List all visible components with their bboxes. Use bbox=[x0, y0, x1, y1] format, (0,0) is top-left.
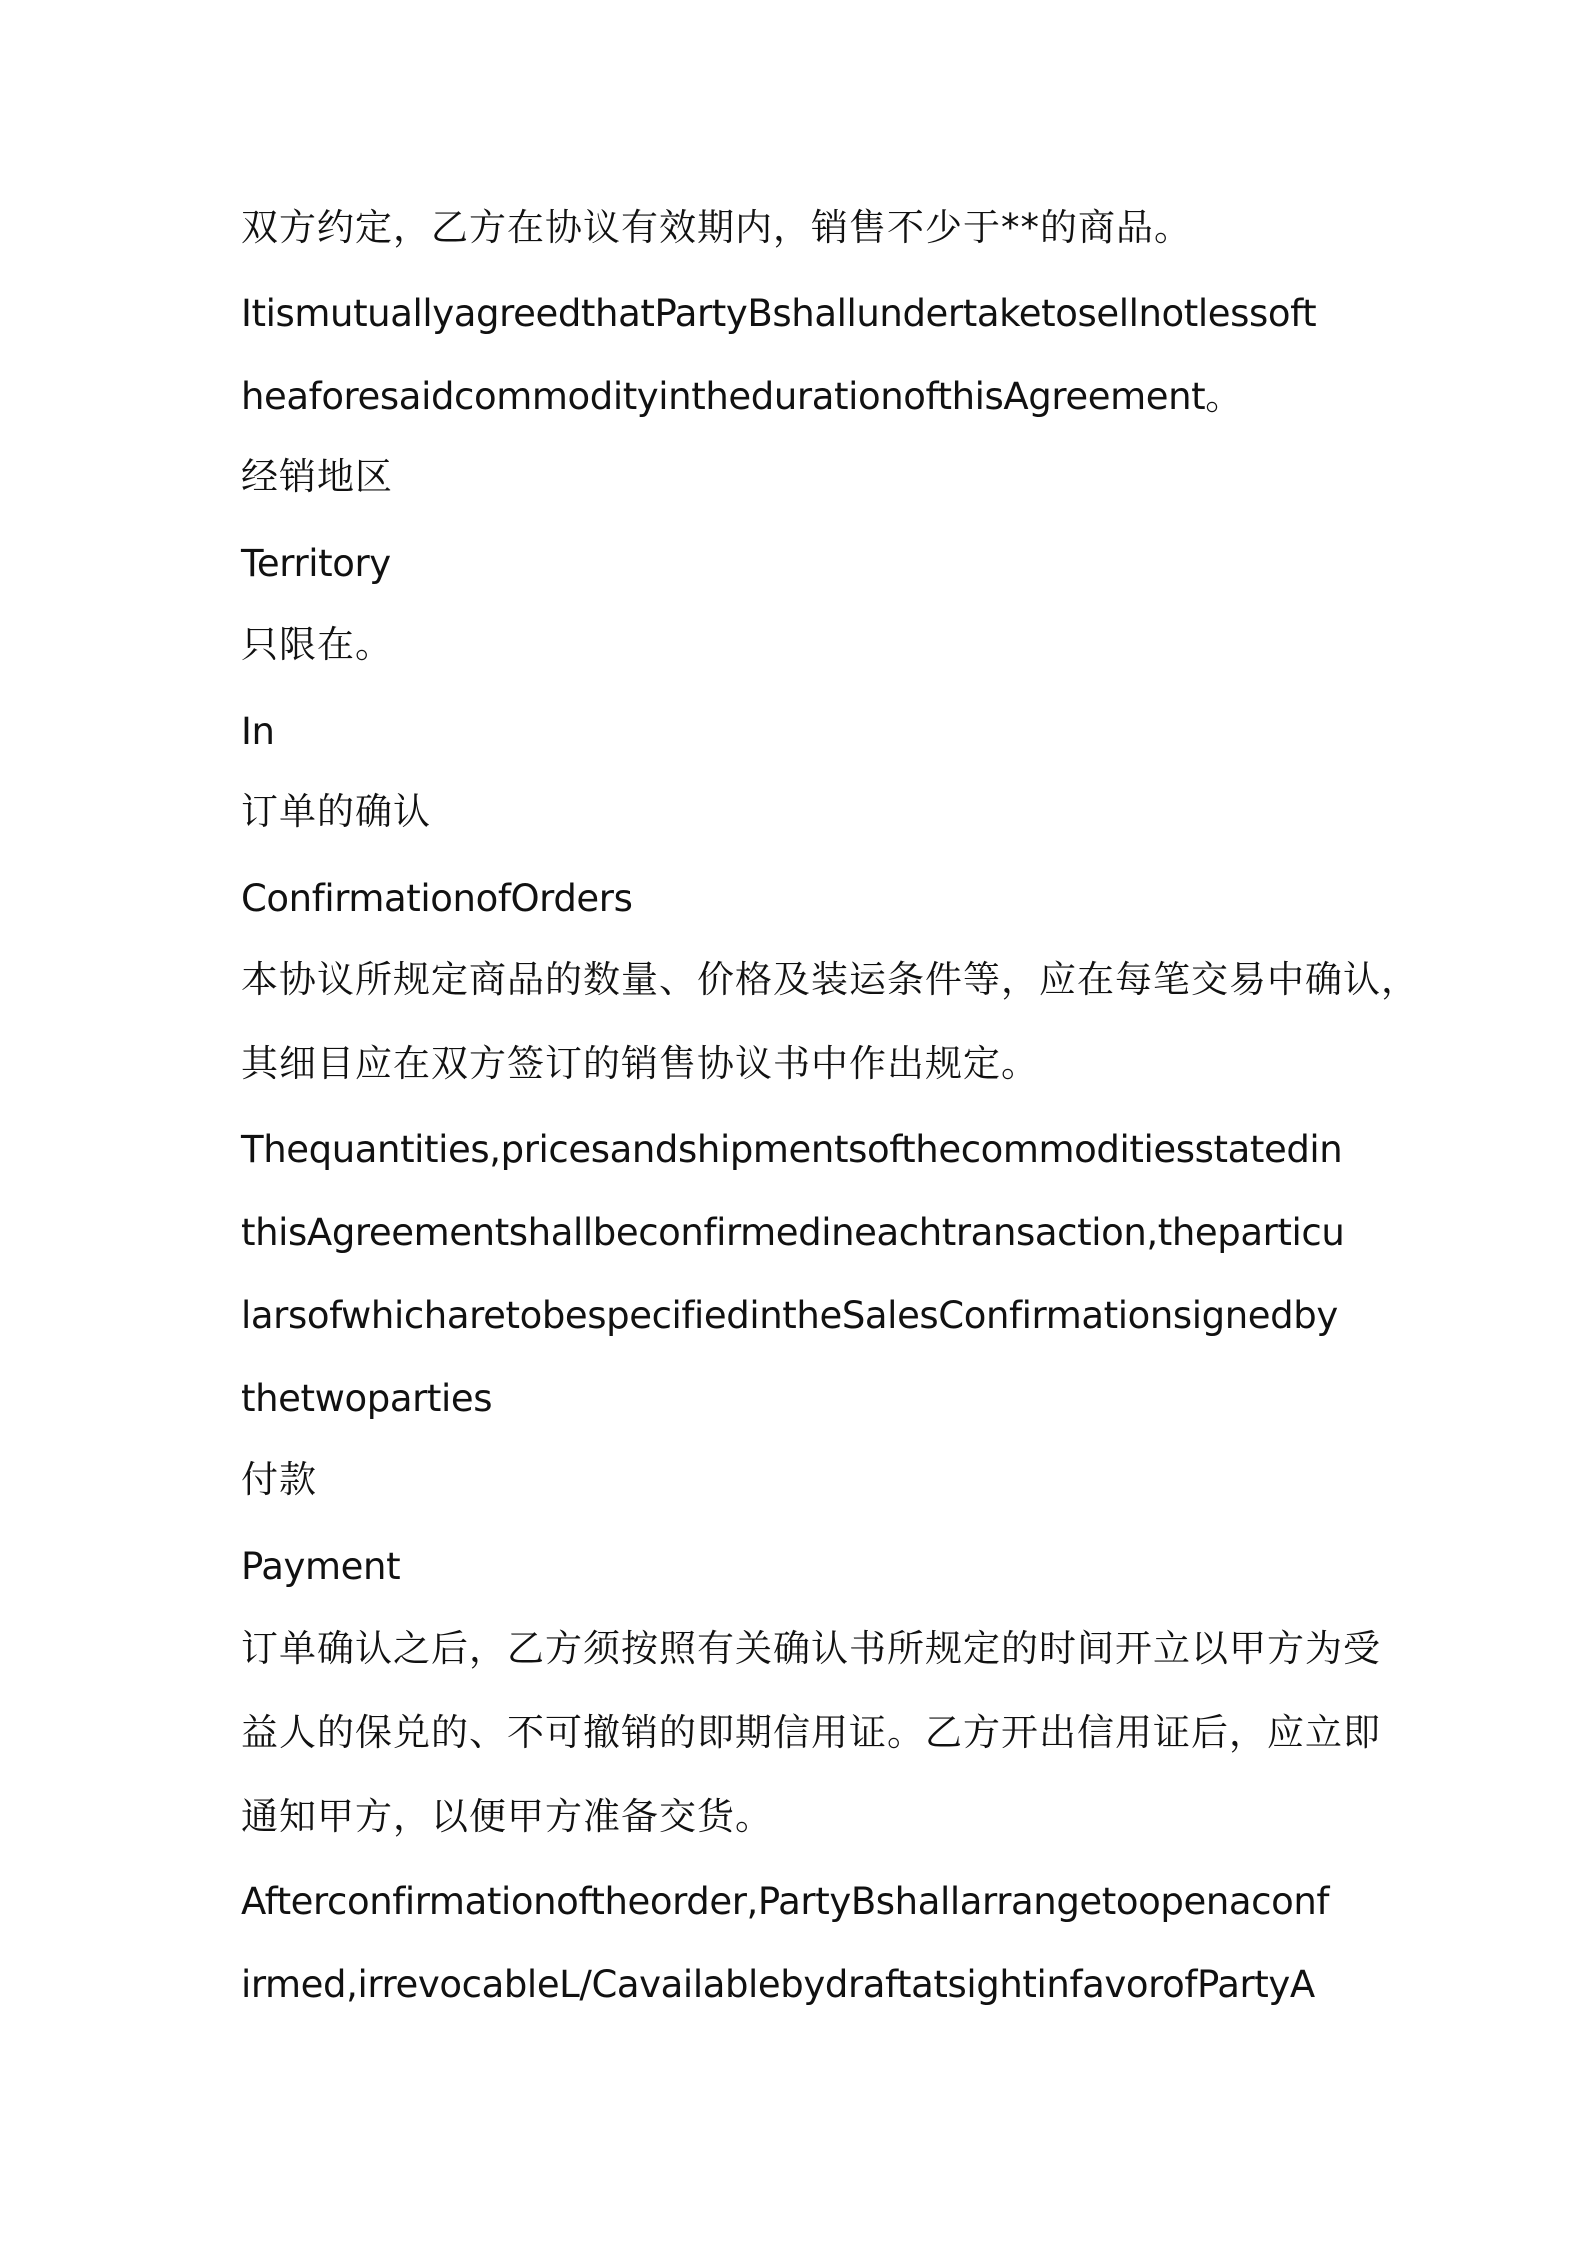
section-heading: 订单的确认 bbox=[241, 790, 431, 833]
section-heading: 付款 bbox=[241, 1458, 317, 1501]
text-line: thetwoparties bbox=[241, 1377, 493, 1420]
text-line: In bbox=[241, 710, 275, 753]
text-line: Thequantities,pricesandshipmentsofthecommoditiesstatedin bbox=[241, 1128, 1343, 1171]
text-line: heaforesaidcommodityinthedurationofthisAgreement。 bbox=[241, 375, 1242, 418]
text-line: ItismutuallyagreedthatPartyBshallundertaketosellnotlessoft bbox=[241, 292, 1317, 335]
text-line: 订单确认之后，乙方须按照有关确认书所规定的时间开立以甲方为受 bbox=[241, 1627, 1381, 1670]
section-heading: Territory bbox=[241, 542, 391, 585]
text-line: Afterconfirmationoftheorder,PartyBshallarrangetoopenaconf bbox=[241, 1880, 1329, 1923]
section-heading: ConfirmationofOrders bbox=[241, 877, 633, 920]
text-line: 只限在。 bbox=[241, 623, 393, 666]
text-line: 益人的保兑的、不可撤销的即期信用证。乙方开出信用证后，应立即 bbox=[241, 1711, 1381, 1754]
section-heading: 经销地区 bbox=[241, 455, 393, 498]
text-line: irmed,irrevocableL/CavailablebydraftatsightinfavorofPartyA bbox=[241, 1963, 1315, 2006]
text-line: 其细目应在双方签订的销售协议书中作出规定。 bbox=[241, 1042, 1039, 1085]
text-line: 通知甲方，以便甲方准备交货。 bbox=[241, 1795, 773, 1838]
text-line: larsofwhicharetobespecifiedintheSalesConfirmationsignedby bbox=[241, 1294, 1338, 1337]
text-line: 本协议所规定商品的数量、价格及装运条件等，应在每笔交易中确认， bbox=[241, 958, 1419, 1001]
section-heading: Payment bbox=[241, 1545, 401, 1588]
text-line: thisAgreementshallbeconfirmedineachtransaction,theparticu bbox=[241, 1211, 1345, 1254]
text-line: 双方约定，乙方在协议有效期内，销售不少于**的商品。 bbox=[241, 206, 1192, 249]
